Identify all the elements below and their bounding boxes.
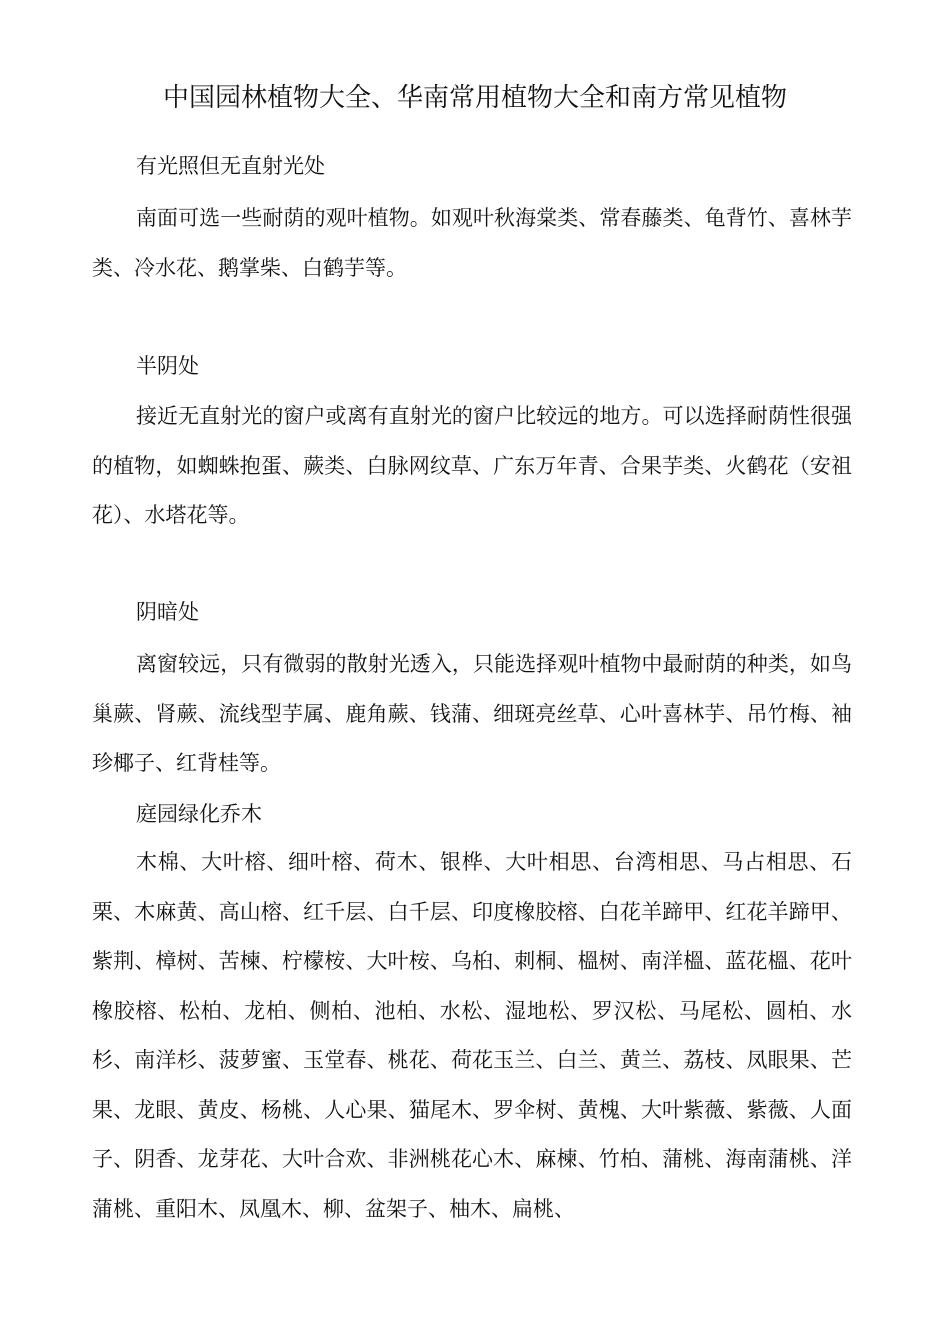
section-heading-bright-indirect: 有光照但无直射光处: [136, 154, 325, 178]
section-text-dark: 离窗较远，只有微弱的散射光透入，只能选择观叶植物中最耐荫的种类，如鸟巢蕨、肾蕨、流线型芋属、鹿角蕨、钱蒲、细斑亮丝草、心叶喜林芋、吊竹梅、袖珍椰子、红背桂等。: [92, 652, 852, 775]
section-heading-dark: 阴暗处: [136, 600, 199, 624]
section-text-half-shade: 接近无直射光的窗户或离有直射光的窗户比较远的地方。可以选择耐荫性很强的植物，如蜘蛛抱蛋、蕨类、白脉网纹草、广东万年青、合果芋类、火鹤花（安祖花）、水塔花等。: [92, 404, 852, 527]
document-title: 中国园林植物大全、华南常用植物大全和南方常见植物: [162, 83, 787, 113]
section-text-bright-indirect: 南面可选一些耐荫的观叶植物。如观叶秋海棠类、常春藤类、龟背竹、喜林芋类、冷水花、鹅掌柴、白鹤芋等。: [92, 206, 852, 280]
section-heading-garden-trees: 庭园绿化乔木: [136, 802, 262, 826]
section-heading-half-shade: 半阴处: [136, 354, 199, 378]
section-text-garden-trees: 木棉、大叶榕、细叶榕、荷木、银桦、大叶相思、台湾相思、马占相思、石栗、木麻黄、高山榕、红千层、白千层、印度橡胶榕、白花羊蹄甲、红花羊蹄甲、紫荆、樟树、苦楝、柠檬桉、大叶桉、乌桕、刺桐、榲树、南洋榲、蓝花榲、花叶橡胶榕、松柏、龙柏、侧柏、池柏、水松、湿地松、罗汉松、马尾松、圆柏、水杉、南洋杉、菠萝蜜、玉堂春、桃花、荷花玉兰、白兰、黄兰、荔枝、凤眼果、芒果、龙眼、黄皮、杨桃、人心果、猫尾木、罗伞树、黄槐、大叶紫薇、紫薇、人面子、阴香、龙芽花、大叶合欢、非洲桃花心木、麻楝、竹柏、蒲桃、海南蒲桃、洋蒲桃、重阳木、凤凰木、柳、盆架子、柚木、扁桃、: [92, 850, 852, 1221]
